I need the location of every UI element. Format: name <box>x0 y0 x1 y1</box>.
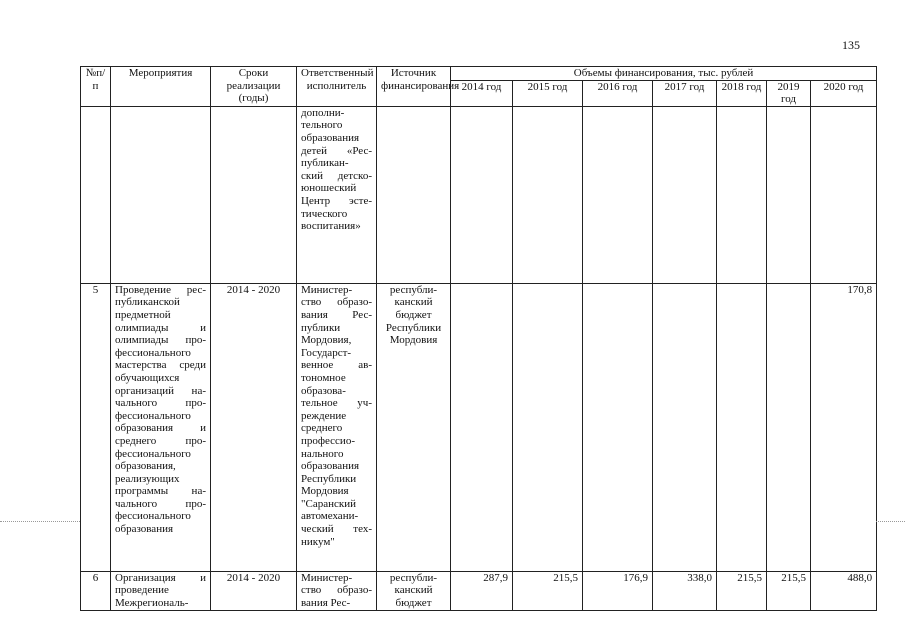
table-row <box>81 283 877 571</box>
cell-funding-value <box>767 283 811 571</box>
cell-line: среднего про- <box>115 434 206 447</box>
cell-funding-value: 215,5 <box>513 571 583 610</box>
cell-line: Мордовия <box>301 485 349 498</box>
cell-line: реализующих <box>115 472 180 485</box>
header-year: 2020 год <box>811 80 877 106</box>
cell-line: тельное уч- <box>301 397 372 410</box>
header-year: 2019 год <box>767 80 811 106</box>
cell-line: вания Рес- <box>301 308 372 321</box>
cell-line: Межрегиональ- <box>115 596 189 609</box>
cell-source <box>377 283 451 571</box>
cell-line: нального <box>301 447 344 460</box>
header-terms: Сроки реализации (годы) <box>211 67 297 107</box>
cell-line: вания Рес- <box>301 596 351 609</box>
cell-funding-value <box>653 283 717 571</box>
cell-source <box>377 571 451 610</box>
cell-funding-value <box>583 283 653 571</box>
cell-line: программы на- <box>115 485 206 498</box>
cell-line: Организация и <box>115 571 206 584</box>
cell-responsible <box>297 106 377 283</box>
cell-line: чального про- <box>115 497 206 510</box>
header-year: 2014 год <box>451 80 513 106</box>
cell-line: образова- <box>301 384 346 397</box>
cell-funding-value <box>583 106 653 283</box>
cell-line: тельного <box>301 119 343 132</box>
cell-line: Республики <box>301 472 357 485</box>
cell-responsible <box>297 571 377 610</box>
cell-line: "Саранский <box>301 497 356 510</box>
cell-funding-value <box>767 106 811 283</box>
cell-funding-value <box>451 283 513 571</box>
cell-funding-value: 170,8 <box>811 283 877 571</box>
cell-funding-value: 287,9 <box>451 571 513 610</box>
header-year: 2018 год <box>717 80 767 106</box>
cell-line: Центр эсте- <box>301 194 372 207</box>
cell-funding-value <box>653 106 717 283</box>
cell-responsible <box>297 283 377 571</box>
page-number: 135 <box>842 38 860 52</box>
cell-line: публиканской <box>115 296 180 309</box>
header-event: Мероприятия <box>111 67 211 107</box>
cell-line: среднего <box>301 422 343 435</box>
cell-event <box>111 106 211 283</box>
cell-line: чального про- <box>115 397 206 410</box>
cell-line: ство образо- <box>301 584 372 597</box>
cell-line: публикан- <box>301 157 349 170</box>
cell-funding-value <box>451 106 513 283</box>
cell-line: образования <box>301 460 360 473</box>
cell-line: никум" <box>301 535 335 548</box>
cell-funding-value <box>513 283 583 571</box>
header-year: 2017 год <box>653 80 717 106</box>
cell-line: образования <box>115 523 174 536</box>
cell-terms: 2014 - 2020 <box>211 283 297 571</box>
header-row-1 <box>81 67 877 81</box>
scan-dotted-line <box>876 521 905 522</box>
cell-line: мастерства среди <box>115 359 206 372</box>
cell-num: 5 <box>81 283 111 571</box>
funding-table <box>80 66 877 611</box>
header-year: 2016 год <box>583 80 653 106</box>
cell-funding-value <box>513 106 583 283</box>
cell-line: фессионального <box>115 409 191 422</box>
cell-line: фессионального <box>115 346 191 359</box>
cell-funding-value: 176,9 <box>583 571 653 610</box>
cell-line: канский <box>394 296 433 309</box>
cell-line: дополни- <box>301 106 345 119</box>
cell-line: тического <box>301 207 348 220</box>
cell-line: образования и <box>115 422 206 435</box>
cell-line: воспитания» <box>301 220 361 233</box>
cell-funding-value: 215,5 <box>717 571 767 610</box>
cell-line: Мордовия <box>389 334 438 347</box>
cell-line: предметной <box>115 308 171 321</box>
cell-terms: 2014 - 2020 <box>211 571 297 610</box>
cell-num: 6 <box>81 571 111 610</box>
scan-dotted-line <box>0 521 80 522</box>
cell-funding-value: 488,0 <box>811 571 877 610</box>
cell-line: образования <box>301 131 360 144</box>
cell-line: олимпиады про- <box>115 334 206 347</box>
cell-line: организаций на- <box>115 384 206 397</box>
cell-funding-value: 215,5 <box>767 571 811 610</box>
cell-line: реждение <box>301 409 347 422</box>
cell-line: Мордовия, <box>301 334 352 347</box>
cell-line: венное ав- <box>301 359 372 372</box>
cell-event <box>111 571 211 610</box>
cell-line: бюджет <box>395 308 432 321</box>
table-row <box>81 571 877 610</box>
header-year: 2015 год <box>513 80 583 106</box>
cell-line: бюджет <box>395 596 432 609</box>
cell-line: республи- <box>389 571 438 584</box>
cell-line: Министер- <box>301 283 353 296</box>
header-num: №п/п <box>81 67 111 107</box>
cell-line: Проведение рес- <box>115 283 206 296</box>
cell-funding-value <box>717 283 767 571</box>
cell-funding-value: 338,0 <box>653 571 717 610</box>
cell-line: Государст- <box>301 346 352 359</box>
cell-line: юношеский <box>301 182 357 195</box>
cell-line: публики <box>301 321 341 334</box>
cell-terms <box>211 106 297 283</box>
table-row <box>81 106 877 283</box>
cell-line: проведение <box>115 584 169 597</box>
cell-line: ство образо- <box>301 296 372 309</box>
cell-line: фессионального <box>115 510 191 523</box>
cell-line: обучающихся <box>115 371 180 384</box>
cell-line: ческий тех- <box>301 523 372 536</box>
cell-line: Республики <box>385 321 442 334</box>
cell-funding-value <box>717 106 767 283</box>
cell-line: Министер- <box>301 571 353 584</box>
cell-line: автомехани- <box>301 510 359 523</box>
header-funding-group: Объемы финансирования, тыс. рублей <box>451 67 877 81</box>
cell-line: республи- <box>389 283 438 296</box>
cell-line: ский детско- <box>301 169 372 182</box>
cell-line: олимпиады и <box>115 321 206 334</box>
header-source: Источник финансирования <box>377 67 451 107</box>
cell-num <box>81 106 111 283</box>
cell-event <box>111 283 211 571</box>
cell-line: профессио- <box>301 434 355 447</box>
cell-line: тономное <box>301 371 346 384</box>
cell-source <box>377 106 451 283</box>
cell-line: канский <box>394 584 433 597</box>
cell-line: детей «Рес- <box>301 144 372 157</box>
cell-line: образования, <box>115 460 176 473</box>
header-responsible: Ответственный исполнитель <box>297 67 377 107</box>
cell-funding-value <box>811 106 877 283</box>
cell-line: фессионального <box>115 447 191 460</box>
